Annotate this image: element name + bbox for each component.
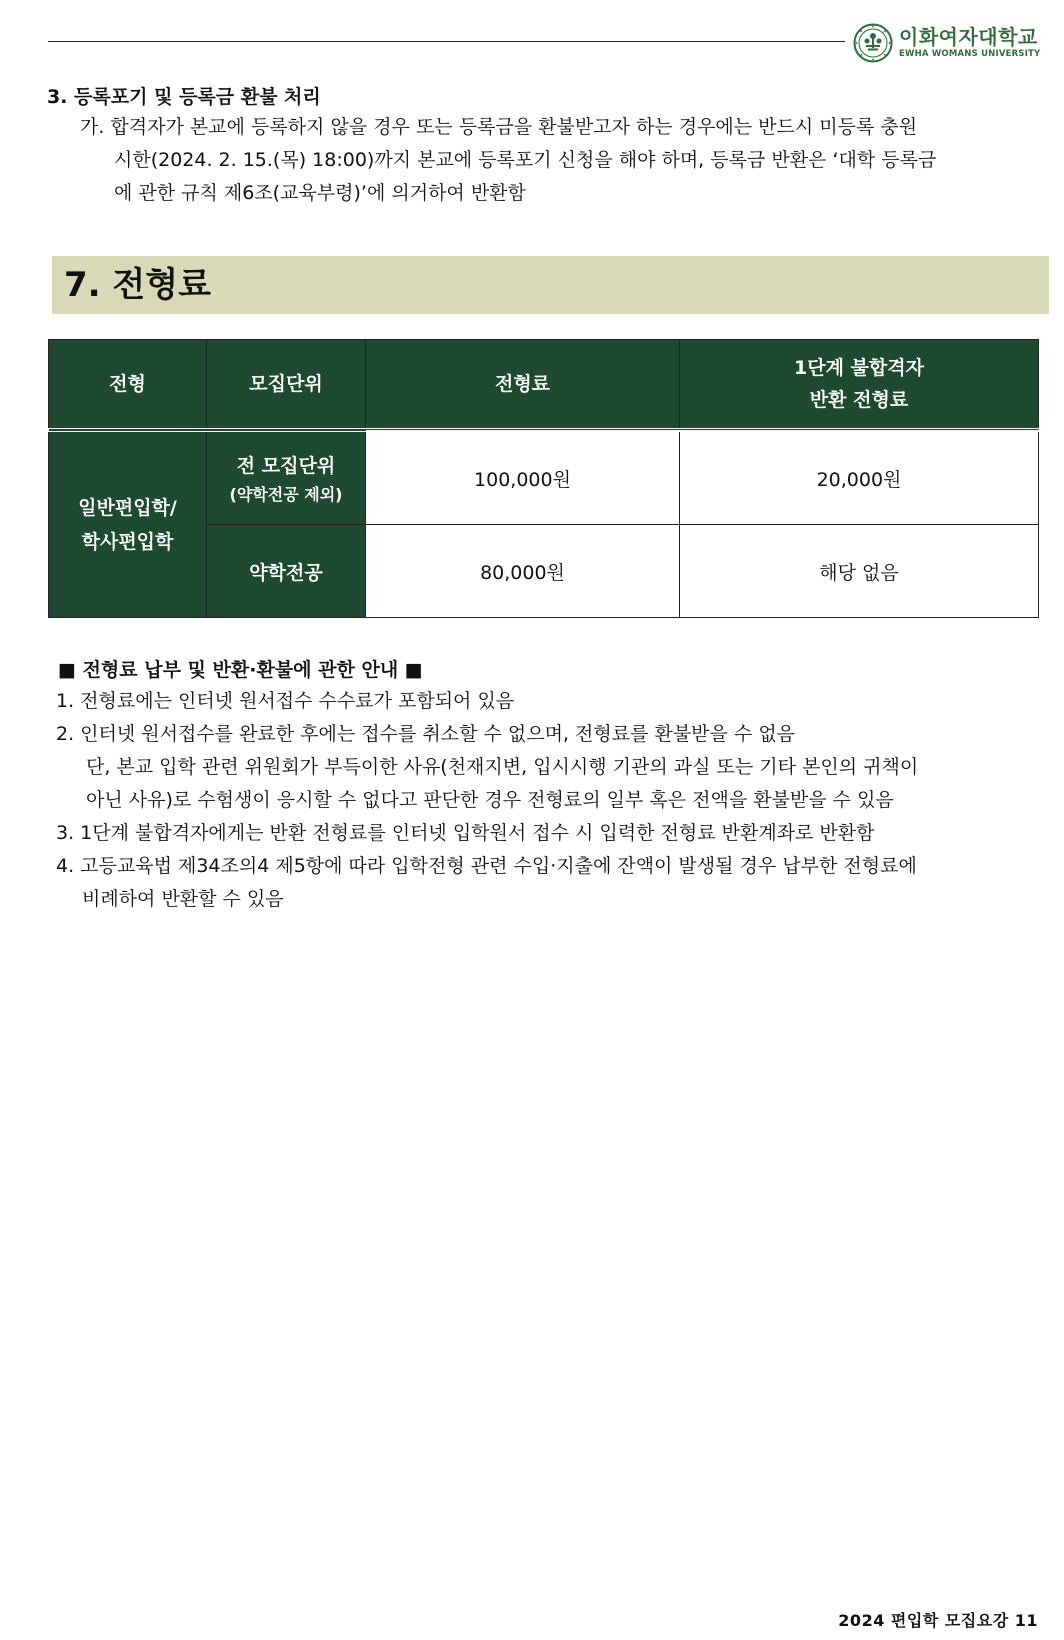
university-logo [853,22,1043,64]
note-item: 4. 고등교육법 제34조의4 제5항에 따라 입학전형 관련 수입·지출에 잔액이 발생될 경우 납부한 전형료에 [56,855,917,877]
refund-item-a-line: 시한(2024. 2. 15.(목) 18:00)까지 본교에 등록포기 신청을 해야 하며, 등록금 반환은 ‘대학 등록금 [114,149,937,171]
unit-cell [207,430,366,525]
refund-cell: 해당 없음 [680,525,1039,618]
type-label-line1: 일반편입학/ [78,496,177,519]
note-item-continuation: 아닌 사유)로 수험생이 응시할 수 없다고 판단한 경우 전형료의 일부 혹은 전액을 환불받을 수 있음 [86,789,894,811]
refund-cell: 20,000원 [680,430,1039,525]
section-banner [52,256,1049,314]
refund-section-heading: 3. 등록포기 및 등록금 환불 처리 [47,86,321,108]
refund-item-a [80,111,1050,210]
note-item: 3. 1단계 불합격자에게는 반환 전형료를 인터넷 입학원서 접수 시 입력한 전형료 반환계좌로 반환함 [56,822,875,844]
header-cell-fee: 전형료 [366,340,680,431]
note-item: 2. 인터넷 원서접수를 완료한 후에는 접수를 취소할 수 없으며, 전형료를 환불받을 수 없음 [56,723,796,745]
header-refund-line1: 1단계 불합격자 [794,357,924,379]
header-refund-line2: 반환 전형료 [809,389,909,411]
logo-korean-name: 이화여자대학교 [899,25,1038,50]
table-header-row [49,340,1039,431]
unit-cell [207,525,366,618]
type-cell [49,430,207,618]
logo-english-name: EWHA WOMANS UNIVERSITY [899,49,1041,60]
unit-name: 전 모집단위 [236,455,336,477]
fee-cell: 100,000원 [366,430,680,525]
notes-list [56,685,1049,916]
refund-item-a-line: 가. 합격자가 본교에 등록하지 않을 경우 또는 등록금을 환불받고자 하는 경우에는 반드시 미등록 충원 [80,116,918,138]
fee-table [48,339,1039,618]
section-title: 7. 전형료 [64,265,211,305]
note-item-continuation: 비례하여 반환할 수 있음 [82,888,284,910]
table-row [49,430,1039,525]
note-item: 1. 전형료에는 인터넷 원서접수 수수료가 포함되어 있음 [56,690,515,712]
fee-cell: 80,000원 [366,525,680,618]
unit-name: 약학전공 [249,561,323,584]
notes-title: ■ 전형료 납부 및 반환·환불에 관한 안내 ■ [58,659,423,681]
header-cell-unit: 모집단위 [207,340,366,431]
refund-item-a-line: 에 관한 규칙 제6조(교육부령)’에 의거하여 반환함 [114,182,526,204]
header-rule [48,41,845,42]
type-label-line2: 학사편입학 [81,530,174,553]
header-cell-refund [680,340,1039,431]
unit-note: (약학전공 제외) [229,485,343,504]
university-seal-icon [853,23,893,63]
note-item-continuation: 단, 본교 입학 관련 위원회가 부득이한 사유(천재지변, 입시시행 기관의 과실 또는 기타 본인의 귀책이 [86,756,919,778]
header-cell-type: 전형 [49,340,207,431]
page-footer: 2024 편입학 모집요강 11 [838,1611,1038,1630]
